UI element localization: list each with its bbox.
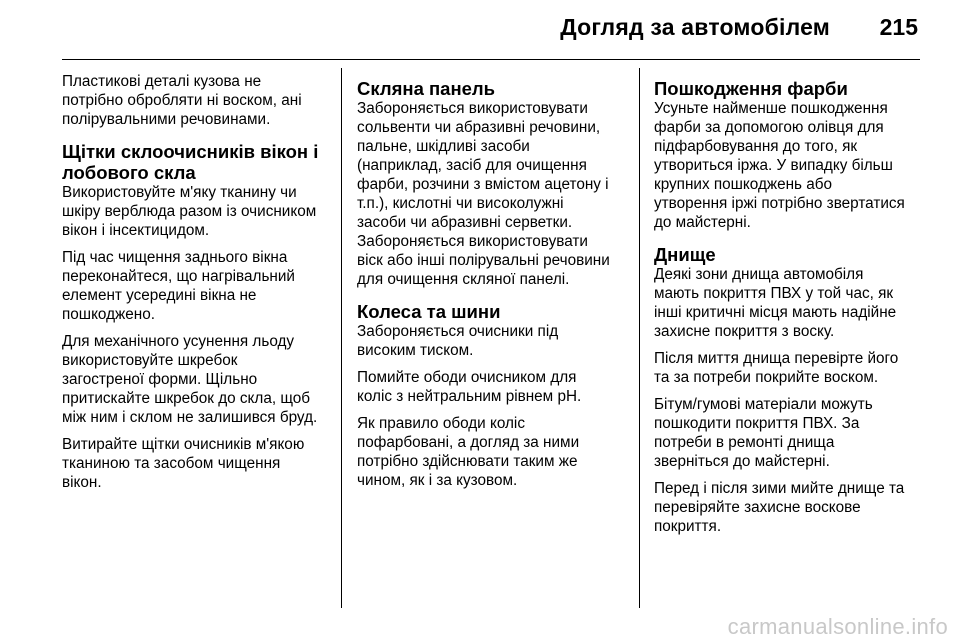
wipers-section bbox=[62, 141, 332, 492]
wheels-paragraph-3: Як правило ободи коліс пофарбовані, а догляд за ними потрібно здійснювати таким же чином, як і за кузовом. bbox=[357, 415, 580, 489]
wheels-heading: Колеса та шини bbox=[357, 301, 501, 322]
underbody-section bbox=[654, 244, 926, 536]
wheels-section bbox=[357, 301, 627, 490]
page-header bbox=[0, 0, 960, 60]
underbody-paragraph-2: Після миття днища перевірте його та за потреби покрийте воском. bbox=[654, 350, 899, 386]
page-title: Догляд за автомобілем bbox=[560, 14, 830, 40]
wheels-paragraph-1: Забороняється очисники під високим тиском. bbox=[357, 323, 559, 359]
glass-panel-section bbox=[357, 78, 627, 289]
wheels-paragraph-2: Помийте ободи очисником для коліс з нейтральним рівнем pH. bbox=[357, 369, 582, 405]
wipers-paragraph-1: Використовуйте м'яку тканину чи шкіру верблюда разом із очисником вікон і інсектицидом. bbox=[62, 184, 317, 239]
wipers-paragraph-3: Для механічного усунення льоду використовуйте шкребок загостреної форми. Щільно притискайте шкребок до скла, щоб між ним і склом не залишився бруд. bbox=[62, 333, 318, 426]
underbody-paragraph-4: Перед і після зими мийте днище та перевіряйте захисне воскове покриття. bbox=[654, 480, 905, 535]
paint-damage-paragraph: Усуньте найменше пошкодження фарби за допомогою олівця для підфарбовування до того, як утвориться іржа. У випадку більш крупних пошкоджень або утворення іржі потрібно звертатися до майстерні. bbox=[654, 100, 905, 231]
paint-damage-section bbox=[654, 78, 926, 232]
column-divider-2 bbox=[639, 68, 640, 608]
column-3 bbox=[654, 78, 926, 544]
underbody-heading: Днище bbox=[654, 244, 716, 265]
wipers-paragraph-4: Витирайте щітки очисників м'якою тканиною та засобом чищення вікон. bbox=[62, 436, 305, 491]
page-number: 215 bbox=[879, 14, 918, 40]
column-1 bbox=[62, 72, 332, 500]
watermark: carmanualsonline.info bbox=[727, 614, 948, 639]
underbody-paragraph-3: Бітум/гумові матеріали можуть пошкодити покриття ПВХ. За потреби в ремонті днища зверніться до майстерні. bbox=[654, 396, 873, 470]
glass-panel-paragraph: Забороняється використовувати сольвенти чи абразивні речовини, пальне, шкідливі засоби (наприклад, засіб для очищення фарби, розчини з вмістом ацетону і т.п.), кислотні чи високолужні засоби чи абразивні серветки. Забороняється використовувати віск або інші полірувальні речовини для очищення скляної панелі. bbox=[357, 100, 610, 288]
wipers-paragraph-2: Під час чищення заднього вікна переконайтеся, що нагрівальний елемент усередині вікна не пошкоджено. bbox=[62, 249, 295, 323]
plastic-parts-paragraph: Пластикові деталі кузова не потрібно обробляти ні воском, ані полірувальними речовинами. bbox=[62, 73, 302, 128]
wipers-heading: Щітки склоочисників вікон і лобового скла bbox=[62, 141, 319, 183]
paint-damage-heading: Пошкодження фарби bbox=[654, 78, 848, 99]
column-2 bbox=[357, 78, 627, 498]
header-divider bbox=[62, 59, 920, 60]
glass-panel-heading: Скляна панель bbox=[357, 78, 496, 99]
underbody-paragraph-1: Деякі зони днища автомобіля мають покриття ПВХ у той час, як інші критичні місця мають надійне захисне покриття з воску. bbox=[654, 266, 897, 340]
column-divider-1 bbox=[341, 68, 342, 608]
